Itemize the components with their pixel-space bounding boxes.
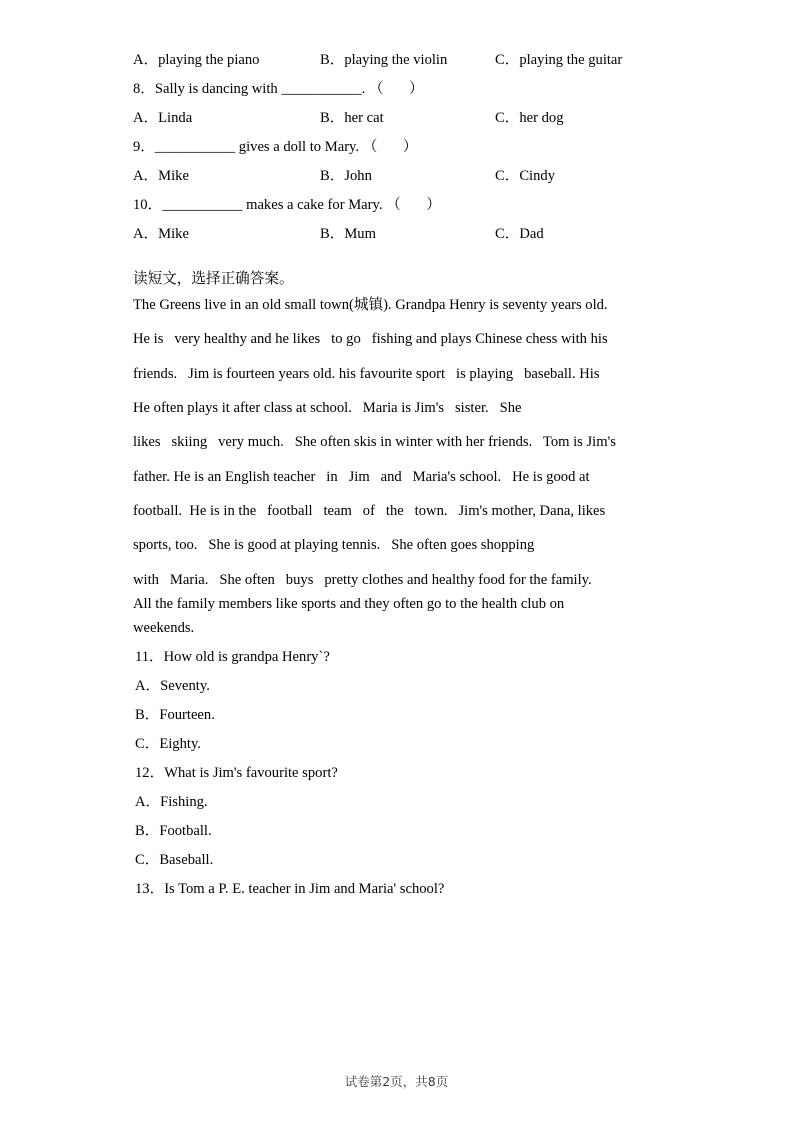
document-content — [133, 48, 693, 898]
option-a: A．Mike — [133, 226, 189, 242]
option-a: A．Mike — [133, 168, 189, 184]
option-c: C．Eighty. — [135, 736, 201, 753]
option-b: B．playing the violin — [320, 52, 448, 68]
option-row — [133, 48, 693, 69]
question-stem-10: 10．___________ makes a cake for Mary. （ ） — [133, 197, 441, 213]
option-b: B．Mum — [320, 226, 376, 242]
question-stem-9: 9．___________ gives a doll to Mary. （ ） — [133, 139, 418, 155]
passage-line: father. He is an English teacher in Jim and Maria's school. He is good at — [133, 468, 590, 485]
passage-line: He is very healthy and he likes to go fishing and plays Chinese chess with his — [133, 331, 608, 348]
option-a: A．Seventy. — [135, 678, 210, 695]
option-row — [133, 164, 693, 185]
question-stem-12: 12．What is Jim's favourite sport? — [135, 765, 338, 782]
reading-section-title: 读短文，选择正确答案。 — [133, 270, 294, 287]
reading-passage — [133, 298, 693, 636]
passage-line: likes skiing very much. She often skis in winter with her friends. Tom is Jim's — [133, 434, 616, 451]
option-c: C．playing the guitar — [495, 52, 623, 68]
option-b: B．Football. — [135, 823, 212, 840]
option-c: C．Cindy — [495, 168, 556, 184]
option-b: B．her cat — [320, 110, 384, 126]
passage-line: friends. Jim is fourteen years old. his favourite sport is playing baseball. His — [133, 365, 600, 382]
spacer — [133, 251, 693, 267]
option-c: C．Dad — [495, 226, 544, 242]
passage-line: All the family members like sports and they often go to the health club on — [133, 595, 565, 612]
option-c: C．her dog — [495, 110, 564, 126]
passage-line: sports, too. She is good at playing tennis. She often goes shopping — [133, 537, 535, 554]
question-stem-13: 13．Is Tom a P. E. teacher in Jim and Maria' school? — [135, 881, 445, 898]
option-a: A．Linda — [133, 110, 193, 126]
question-stem-8: 8．Sally is dancing with ___________. （ ） — [133, 81, 424, 97]
passage-line: with Maria. She often buys pretty clothes and healthy food for the family. — [133, 571, 592, 588]
option-a: A．Fishing. — [135, 794, 208, 811]
option-c: C．Baseball. — [135, 852, 214, 869]
passage-line: weekends. — [133, 620, 195, 637]
option-b: B．John — [320, 168, 372, 184]
option-row — [133, 222, 693, 243]
question-stem-11: 11．How old is grandpa Henry`? — [135, 649, 330, 666]
option-a: A．playing the piano — [133, 52, 260, 68]
option-row — [133, 106, 693, 127]
passage-line: He often plays it after class at school. Maria is Jim's sister. She — [133, 399, 522, 416]
option-b: B．Fourteen. — [135, 707, 215, 724]
page-footer: 试卷第2页，共8页 — [344, 1074, 449, 1089]
passage-line: The Greens live in an old small town(城镇). Grandpa Henry is seventy years old. — [133, 297, 608, 313]
passage-line: football. He is in the football team of the town. Jim's mother, Dana, likes — [133, 502, 606, 519]
